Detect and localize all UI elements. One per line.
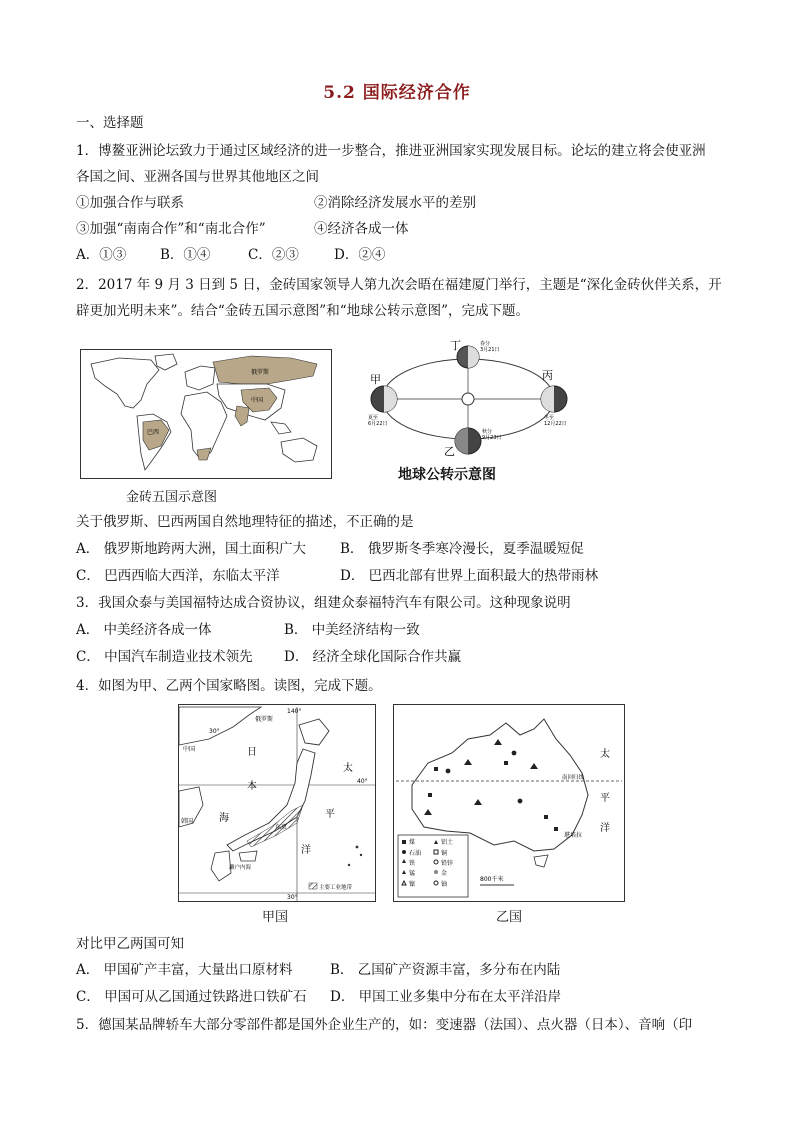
brics-map	[80, 349, 332, 479]
aus-label-tropic: 南回归线	[562, 775, 585, 781]
japan-label-ri: 日	[247, 747, 257, 758]
aus-label-capital: 堪培拉	[564, 832, 583, 839]
q1-option-b[interactable]: B．①④	[160, 247, 211, 263]
aus-label-tai: 太	[600, 749, 610, 760]
japan-label-tai: 太	[343, 763, 353, 774]
section-heading: 一、选择题	[76, 115, 144, 131]
orbit-date-dongzhi: 冬至	[544, 415, 555, 421]
q1-option-a[interactable]: A．①③	[76, 247, 127, 263]
orbit-date-chunfen: 春分	[480, 341, 491, 347]
japan-label-hai: 海	[219, 813, 229, 824]
japan-label-lat30-top: 30°	[209, 728, 220, 735]
japan-label-ping: 平	[325, 809, 335, 820]
australia-map-graphic	[394, 705, 624, 901]
q3-option-b[interactable]: B． 中美经济结构一致	[284, 622, 420, 638]
orbit-date-xiazhi: 夏至	[368, 415, 379, 421]
q3-option-a[interactable]: A． 中美经济各成一体	[76, 622, 212, 638]
q1-statement-2: ②消除经济发展水平的差别	[314, 195, 476, 211]
q1-stem-line1: 1．博鳌亚洲论坛致力于通过区域经济的进一步整合，推进亚洲国家实现发展目标。论坛的建立将会使亚洲	[76, 143, 706, 159]
q2-stem-line1: 2．2017 年 9 月 3 日到 5 日，金砖国家领导人第九次会晤在福建厦门举行，主题是“深化金砖伙伴关系，开	[76, 277, 722, 293]
japan-label-inland-sea: 濑户内海	[229, 865, 252, 871]
q2-stem-line2: 辟更加光明未来”。结合“金砖五国示意图”和“地球公转示意图”，完成下题。	[76, 303, 530, 319]
q3-option-d[interactable]: D． 经济全球化国际合作共赢	[284, 649, 462, 665]
japan-label-ben: 本	[247, 781, 257, 792]
aus-legend-manganese: 锰	[409, 870, 416, 877]
q4-option-d[interactable]: D． 甲国工业多集中分布在太平洋沿岸	[330, 989, 562, 1005]
aus-legend-oil: 石油	[409, 850, 422, 857]
orbit-diagram	[364, 335, 590, 463]
orbit-date-xiazhi-day: 6月22日	[368, 421, 388, 427]
q2-sub-question: 关于俄罗斯、巴西两国自然地理特征的描述，不正确的是	[76, 514, 414, 530]
q4-option-a[interactable]: A． 甲国矿产丰富，大量出口原材料	[76, 962, 293, 978]
japan-map	[178, 704, 376, 902]
q1-option-c[interactable]: C．②③	[248, 247, 299, 263]
aus-legend-lead-zinc: 铅锌	[441, 860, 454, 867]
orbit-label-yi: 乙	[444, 445, 455, 458]
japan-label-korea: 韩国	[181, 818, 194, 825]
brics-map-caption: 金砖五国示意图	[126, 490, 218, 505]
aus-scale: 800千米	[480, 876, 504, 883]
australia-map	[393, 704, 625, 902]
q4-sub-question: 对比甲乙两国可知	[76, 936, 184, 952]
orbit-date-qiufen: 秋分	[482, 429, 493, 435]
orbit-label-jia: 甲	[370, 373, 381, 386]
aus-legend-copper: 铜	[441, 850, 448, 857]
japan-legend: 主要工业地带	[319, 885, 353, 891]
orbit-date-chunfen-day: 3月21日	[480, 347, 500, 353]
sun-icon	[462, 393, 474, 405]
q1-option-d[interactable]: D．②④	[334, 247, 386, 263]
q1-statement-1: ①加强合作与联系	[76, 195, 184, 211]
world-map-graphic	[81, 350, 331, 478]
q2-option-a[interactable]: A． 俄罗斯地跨两大洲，国土面积广大	[76, 541, 307, 557]
japan-label-yang: 洋	[301, 845, 311, 856]
aus-legend-uranium: 铀	[441, 881, 448, 888]
aus-label-ping: 平	[600, 793, 610, 804]
aus-label-yang: 洋	[600, 823, 610, 834]
q1-stem-line2: 各国之间、亚洲各国与世界其他地区之间	[76, 169, 319, 185]
aus-legend-gold: 金	[441, 870, 448, 877]
q4-option-b[interactable]: B． 乙国矿产资源丰富，多分布在内陆	[330, 962, 561, 978]
orbit-label-ding: 丁	[450, 339, 461, 352]
japan-label-russia: 俄罗斯	[255, 716, 274, 723]
q1-statement-3: ③加强“南南合作”和“南北合作”	[76, 221, 266, 237]
q2-option-b[interactable]: B． 俄罗斯冬季寒冷漫长，夏季温暖短促	[340, 541, 584, 557]
jia-caption: 甲国	[262, 910, 289, 925]
yi-caption: 乙国	[496, 910, 523, 925]
q2-option-d[interactable]: D． 巴西北部有世界上面积最大的热带雨林	[340, 568, 599, 584]
q1-statement-4: ④经济各成一体	[314, 221, 409, 237]
japan-label-lon140: 140°	[287, 708, 302, 715]
industrial-belt-legend-swatch	[309, 883, 317, 889]
q3-option-c[interactable]: C． 中国汽车制造业技术领先	[76, 649, 253, 665]
q2-option-c[interactable]: C． 巴西西临大西洋，东临太平洋	[76, 568, 280, 584]
map-label-russia: 俄罗斯	[251, 369, 270, 376]
japan-label-lat30: 30°	[287, 894, 298, 901]
map-label-china: 中国	[251, 397, 264, 404]
japan-map-graphic	[179, 705, 375, 901]
orbit-date-dongzhi-day: 12月22日	[544, 421, 567, 427]
q4-option-c[interactable]: C． 甲国可从乙国通过铁路进口铁矿石	[76, 989, 307, 1005]
orbit-caption: 地球公转示意图	[398, 467, 496, 483]
aus-legend-coal: 煤	[409, 839, 416, 846]
aus-legend-bauxite: 铝土	[441, 839, 454, 846]
aus-legend-nickel: 镍	[409, 881, 416, 888]
orbit-graphic	[364, 335, 590, 463]
q3-stem: 3．我国众泰与美国福特达成合资协议，组建众泰福特汽车有限公司。这种现象说明	[76, 595, 571, 611]
orbit-date-qiufen-day: 9月23日	[482, 435, 502, 441]
map-label-brazil: 巴西	[147, 429, 160, 436]
page-title: 5.2 国际经济合作	[323, 83, 471, 103]
q5-stem: 5．德国某品牌轿车大部分零部件都是国外企业生产的，如：变速器（法国）、点火器（日本）、音响（印	[76, 1017, 693, 1033]
japan-label-china: 中国	[183, 746, 196, 753]
japan-label-tokyo: 东京	[275, 824, 288, 831]
japan-label-lat40: 40°	[357, 778, 368, 785]
orbit-label-bing: 丙	[542, 369, 553, 382]
q4-stem: 4．如图为甲、乙两个国家略图。读图，完成下题。	[76, 678, 382, 694]
aus-legend-iron: 铁	[409, 860, 416, 867]
